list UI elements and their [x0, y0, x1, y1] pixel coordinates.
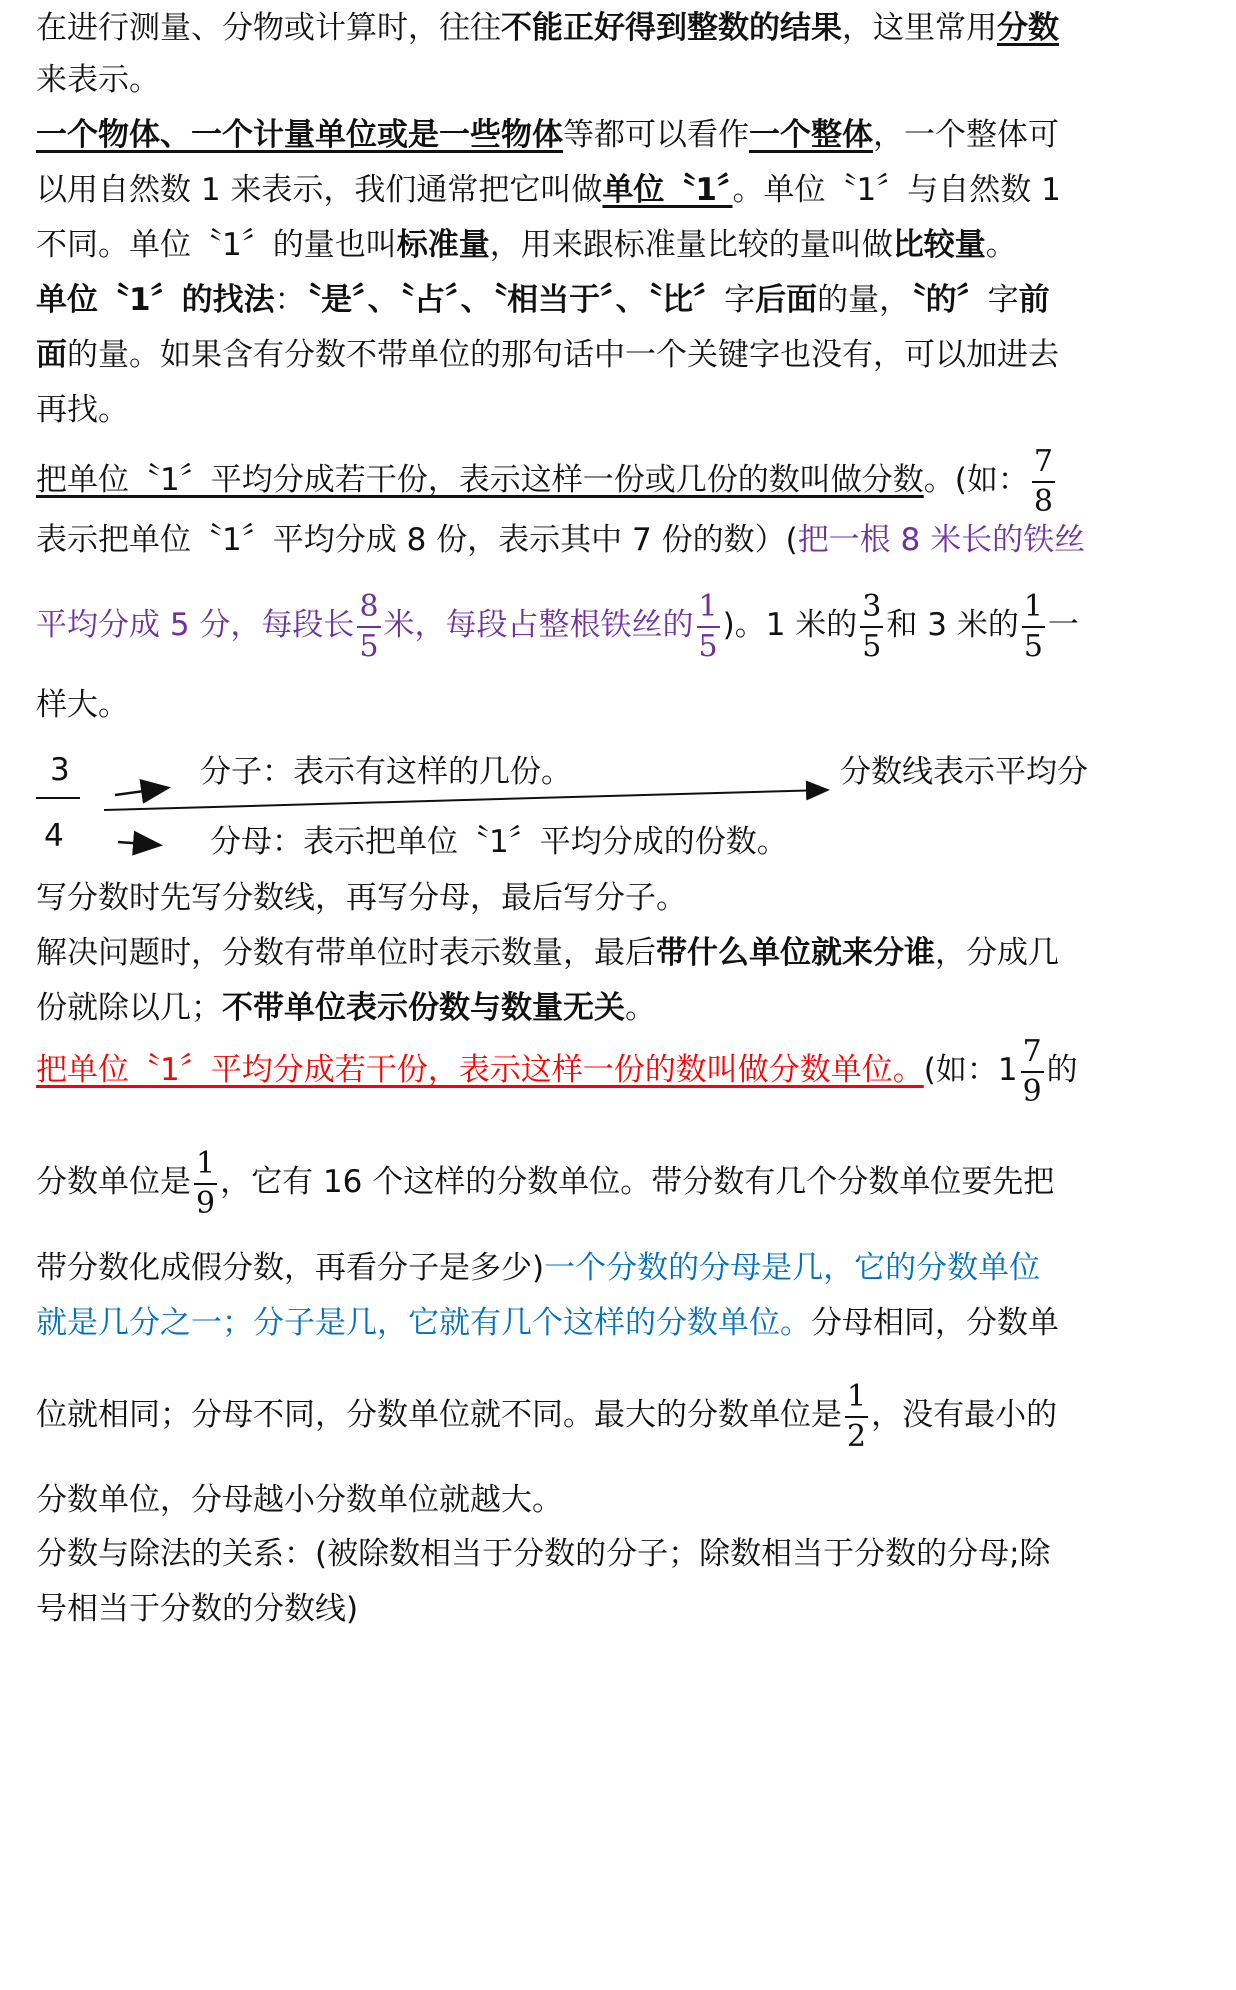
numerator: 1 [847, 1378, 867, 1414]
text-span: 。 [985, 227, 1017, 263]
text-span: ，没有最小的 [871, 1397, 1058, 1433]
text-span: 的量。如果含有分数不带单位的那句话中一个关键字也没有，可以加进去 [67, 337, 1059, 373]
denominator-arrow [118, 842, 158, 845]
fraction-line-label: 分数线表示平均分 [840, 754, 1088, 790]
definition-fraction-unit: 把单位〝1〞平均分成若干份，表示这样一份的数叫做分数单位。 [36, 1052, 924, 1088]
numerator: 8 [359, 588, 379, 624]
text-span: 号相当于分数的分数线) [36, 1591, 359, 1627]
text-span: 的 [1046, 1052, 1078, 1088]
bold-text: 后面 [755, 282, 818, 318]
bold-text: 标准量 [396, 227, 490, 263]
fraction-bar [845, 1416, 868, 1418]
bold-text: 带什么单位就来分谁 [656, 935, 935, 971]
text-span: 分数单位是 [36, 1164, 191, 1200]
text-span: 表示把单位〝1〞平均分成 8 份，表示其中 7 份的数）( [36, 522, 798, 558]
text-line [36, 878, 687, 918]
text-span: 和 3 米的 [886, 607, 1019, 643]
text-line [36, 1142, 1054, 1222]
numerator: 3 [862, 588, 882, 624]
text-span: 字 [987, 282, 1019, 318]
denominator: 2 [847, 1418, 867, 1454]
denominator: 9 [1022, 1073, 1042, 1109]
fraction-bar [1021, 1071, 1044, 1073]
fraction [1021, 1034, 1044, 1110]
text-span: 一 [1047, 607, 1079, 643]
bold-text: 不能正好得到整数的结果 [501, 10, 842, 46]
fraction-line-arrow [104, 790, 826, 810]
text-span: 位就相同；分母不同，分数单位就不同。最大的分数单位是 [36, 1397, 842, 1433]
bold-underlined-text: 单位〝1〞 [602, 172, 733, 208]
text-span: 写分数时先写分数线，再写分母，最后写分子。 [36, 880, 687, 916]
numerator: 7 [1022, 1033, 1042, 1069]
denominator: 5 [862, 628, 882, 664]
bold-text: 前 [1018, 282, 1050, 318]
text-span: 不同。单位〝1〞的量也叫 [36, 227, 397, 263]
fraction [194, 1146, 217, 1222]
numerator: 7 [1033, 443, 1053, 479]
text-span: 来表示。 [36, 62, 160, 98]
text-line [36, 988, 656, 1028]
text-span: 。 [625, 990, 656, 1026]
text-span: )。1 米的 [722, 607, 858, 643]
bold-text: 不带单位表示份数与数量无关 [222, 990, 625, 1026]
text-span: (如：1 [923, 1052, 1018, 1088]
text-span: 分数与除法的关系：(被除数相当于分数的分子；除数相当于分数的分母;除 [36, 1536, 1051, 1572]
text-span: ，一个整体可 [873, 117, 1059, 153]
text-line [36, 933, 1059, 973]
text-span: ，这里常用 [842, 10, 997, 46]
definition-fraction: 把单位〝1〞平均分成若干份，表示这样一份或几份的数叫做分数 [36, 462, 924, 498]
purple-text: 把一根 8 米长的铁丝 [797, 522, 1086, 558]
text-span: 。单位〝1〞与自然数 1 [732, 172, 1061, 208]
bold-text: 〝是〞、〝占〞、〝相当于〞、〝比〞 [305, 282, 725, 318]
text-span: 在进行测量、分物或计算时，往往 [36, 10, 501, 46]
bold-underlined-text: 一个物体、一个计量单位或是一些物体 [36, 117, 563, 153]
bold-text: 〝的〞 [910, 282, 988, 318]
text-span: 再找。 [36, 392, 129, 428]
diagram-denominator: 4 [44, 818, 64, 854]
numerator: 1 [698, 588, 718, 624]
text-span: 。(如： [923, 462, 1029, 498]
denominator: 5 [1023, 628, 1043, 664]
text-line [36, 1030, 1078, 1110]
keyword-fraction: 分数 [997, 10, 1059, 46]
blue-text: 一个分数的分母是几，它的分数单位 [544, 1250, 1041, 1286]
text-line [36, 1303, 1059, 1343]
text-span: ，分成几 [935, 935, 1059, 971]
text-span: 以用自然数 1 来表示，我们通常把它叫做 [36, 172, 603, 208]
fraction [845, 1379, 868, 1455]
text-span: 份就除以几； [36, 990, 222, 1026]
numerator: 1 [1023, 588, 1043, 624]
diagram-arrows [0, 0, 1236, 880]
blue-text: 就是几分之一；分子是几，它就有几个这样的分数单位。 [36, 1305, 811, 1341]
text-span: 等都可以看作 [563, 117, 749, 153]
numerator-arrow [115, 788, 166, 795]
text-span: 字 [724, 282, 756, 318]
text-span: 解决问题时，分数有带单位时表示数量，最后 [36, 935, 656, 971]
text-span: 分数单位，分母越小分数单位就越大。 [36, 1482, 563, 1518]
text-line [36, 1534, 1051, 1574]
bold-text: 面 [36, 337, 67, 373]
text-span: 分母相同，分数单 [811, 1305, 1059, 1341]
numerator: 1 [196, 1145, 216, 1181]
bold-text: 单位〝1〞的找法 [36, 282, 275, 318]
denominator-label: 分母：表示把单位〝1〞平均分成的份数。 [210, 824, 788, 860]
text-span: ，用来跟标准量比较的量叫做 [489, 227, 893, 263]
text-line [36, 1248, 1040, 1288]
text-span: 的量， [817, 282, 911, 318]
text-span: 样大。 [36, 687, 129, 723]
denominator: 5 [698, 628, 718, 664]
denominator: 8 [1033, 483, 1053, 519]
denominator: 9 [196, 1185, 216, 1221]
purple-text: 平均分成 5 分，每段长 [36, 607, 355, 643]
text-span: ： [274, 282, 306, 318]
bold-text: 比较量 [892, 227, 986, 263]
text-line [36, 1589, 358, 1629]
purple-text: 米，每段占整根铁丝的 [383, 607, 694, 643]
text-line [36, 1375, 1057, 1455]
text-span: ，它有 16 个这样的分数单位。带分数有几个分数单位要先把 [220, 1164, 1055, 1200]
numerator-label: 分子：表示有这样的几份。 [200, 754, 572, 790]
text-line [36, 1480, 563, 1520]
text-span: 带分数化成假分数，再看分子是多少) [36, 1250, 545, 1286]
fraction-bar [194, 1183, 217, 1185]
bold-underlined-text: 一个整体 [749, 117, 873, 153]
denominator: 5 [359, 628, 379, 664]
diagram-numerator: 3 [50, 752, 70, 788]
